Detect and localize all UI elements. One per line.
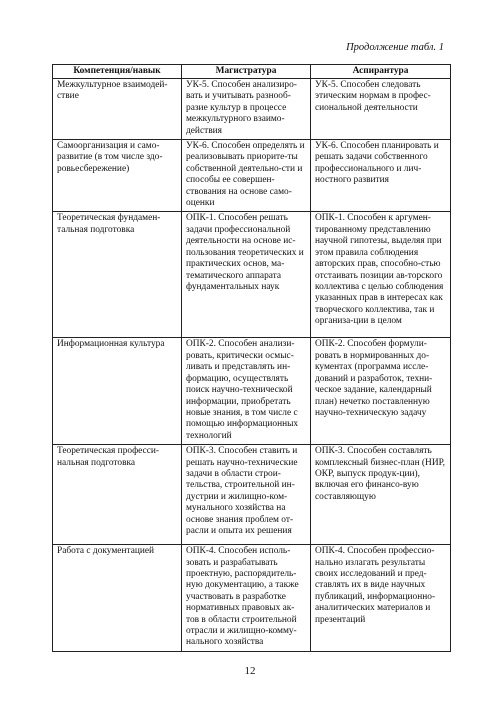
phd-cell: УК-5. Способен следовать этическим нормам в профес-сиональной деятельности [311,79,451,140]
competency-cell: Теоретическая професси-нальная подготовка [53,445,182,545]
masters-cell: ОПК-1. Способен решать задачи профессиональной деятельности на основе ис-пользования теоретических и практических основ, ма-тематического аппарата фундаментальных наук [182,212,311,338]
competency-table [52,64,451,652]
competency-cell: Самоорганизация и само-развитие (в том числе здо-ровьесбережение) [53,140,182,212]
page-number: 12 [244,665,256,677]
phd-cell: ОПК-4. Способен профессио-нально излагать результаты своих исследований и пред-ставлять их в виде научных публикаций, информационно-аналитических материалов и презентаций [311,545,451,652]
masters-cell: ОПК-3. Способен ставить и решать научно-технические задачи в области строи-тельства, строительной ин-дустрии и жилищно-ком-мунального хозяйства на основе знания проблем от-расли и опыта их решения [182,445,311,545]
competency-cell: Теоретическая фундамен-тальная подготовка [53,212,182,338]
header-masters: Магистратура [182,65,311,79]
masters-cell: УК-5. Способен анализиро-вать и учитывать разнооб-разие культур в процессе межкультурного взаимо-действия [182,79,311,140]
competency-cell: Работа с документацией [53,545,182,652]
header-competency: Компетенция/навык [53,65,182,79]
table-row [53,140,451,212]
masters-cell: УК-6. Способен определять и реализовывать приорите-ты собственной деятельно-сти и способы ее совершен-ствования на основе само-оценки [182,140,311,212]
table-header-row [53,65,451,79]
masters-cell: ОПК-4. Способен исполь-зовать и разрабатывать проектную, распорядитель-ную документацию, а также участвовать в разработке нормативных правовых ак-тов в области строительной отрасли и жилищно-комму-нального хозяйства [182,545,311,652]
competency-cell: Информационная культура [53,338,182,445]
table-row [53,338,451,445]
header-phd: Аспирантура [311,65,451,79]
phd-cell: УК-6. Способен планировать и решать задачи собственного профессионального и лич-ностного развития [311,140,451,212]
competency-cell: Межкультурное взаимодей-ствие [53,79,182,140]
masters-cell: ОПК-2. Способен анализи-ровать, критически осмыс-ливать и представлять ин-формацию, осуществлять поиск научно-технической информации, приобретать новые знания, в том числе с помощью информационных технологий [182,338,311,445]
table-caption: Продолжение табл. 1 [346,42,444,53]
table-row [53,445,451,545]
phd-cell: ОПК-3. Способен составлять комплексный бизнес-план (НИР, ОКР, выпуск продук-ции), включая его финансо-вую составляющую [311,445,451,545]
table-row [53,212,451,338]
phd-cell: ОПК-1. Способен к аргумен-тированному представлению научной гипотезы, выделяя при этом правила соблюдения авторских прав, способно-стью отстаивать позиции ав-торского коллектива с целью соблюдения указанных прав в интересах как творческого коллектива, так и организа-ции в целом [311,212,451,338]
table-row [53,545,451,652]
table-row [53,79,451,140]
phd-cell: ОПК-2. Способен формули-ровать в нормированных до-кументах (программа иссле-дований и разработок, техни-ческое задание, календарный план) нечетко поставленную научно-техническую задачу [311,338,451,445]
